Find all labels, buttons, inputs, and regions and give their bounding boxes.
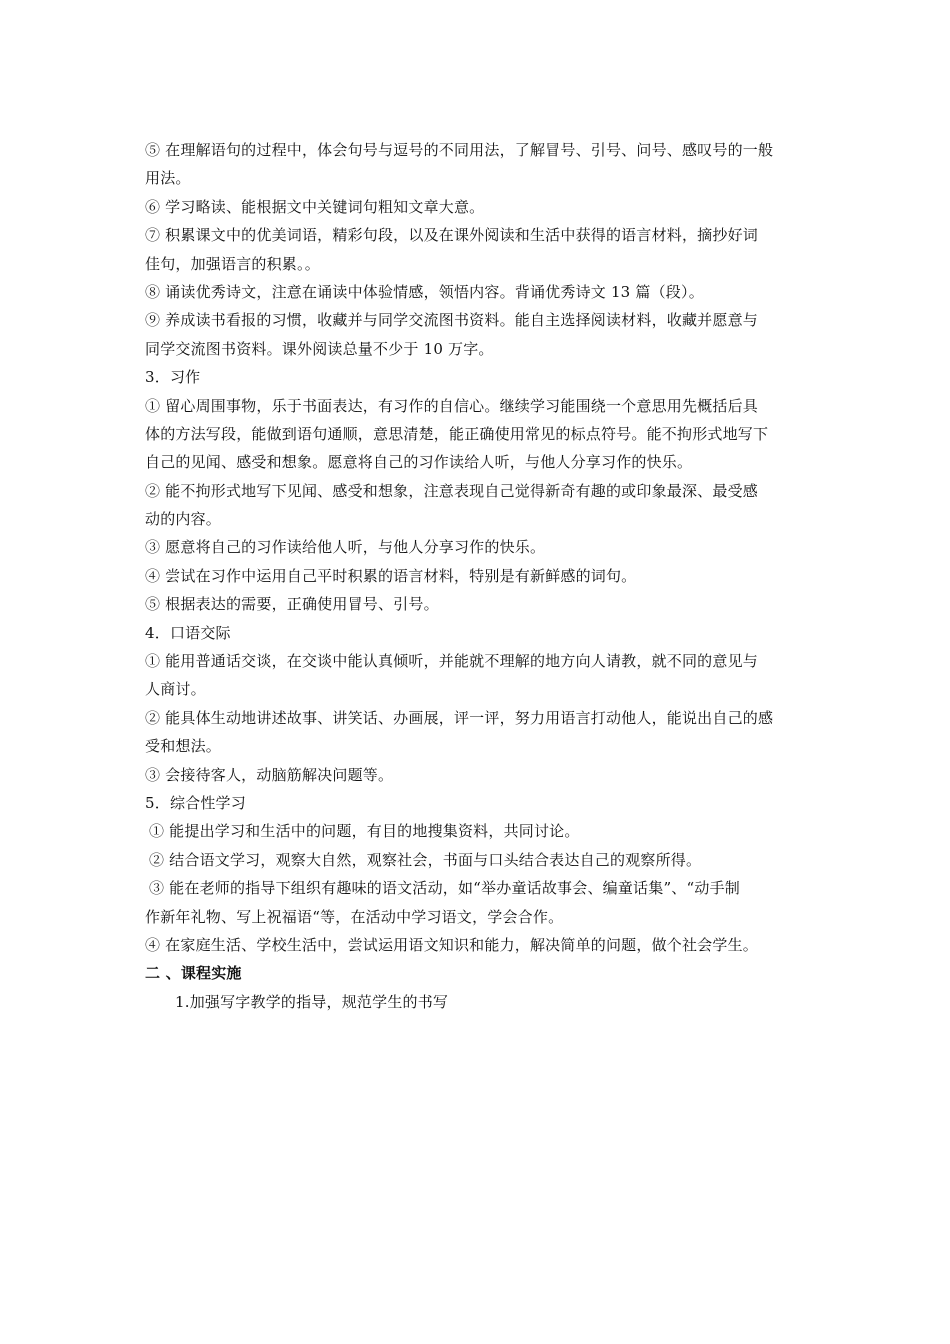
text-line-14: 动的内容。 <box>145 510 222 529</box>
text-line-7: ⑨ 养成读书看报的习惯，收藏并与同学交流图书资料。能自主选择阅读材料，收藏并愿意与 <box>145 311 758 330</box>
section-heading-writing: 3．习作 <box>145 368 201 387</box>
text-line-5: 佳句，加强语言的积累。。 <box>145 254 320 273</box>
text-line-2: 用法。 <box>145 169 191 188</box>
chapter-heading-implementation: 二 、课程实施 <box>145 964 242 983</box>
text-line-17: ⑤ 根据表达的需要，正确使用冒号、引号。 <box>145 595 439 614</box>
text-line-28: 作新年礼物、写上祝福语“等，在活动中学习语文，学会合作。 <box>145 907 564 926</box>
document-page <box>145 136 815 1016</box>
text-line-1: ⑤ 在理解语句的过程中，体会句号与逗号的不同用法，了解冒号、引号、问号、感叹号的一般 <box>145 141 774 159</box>
text-line-12: 自己的见闻、感受和想象。愿意将自己的习作读给人听，与他人分享习作的快乐。 <box>145 453 693 472</box>
text-line-13: ② 能不拘形式地写下见闻、感受和想象，注意表现自己觉得新奇有趣的或印象最深、最受感 <box>145 481 758 500</box>
text-line-11: 体的方法写段，能做到语句通顺，意思清楚，能正确使用常见的标点符号。能不拘形式地写下 <box>145 424 769 443</box>
text-line-29: ④ 在家庭生活、学校生活中，尝试运用语文知识和能力，解决简单的问题，做个社会学生。 <box>145 935 758 954</box>
text-line-8: 同学交流图书资料。课外阅读总量不少于 10 万字。 <box>145 339 494 358</box>
text-line-22: 受和想法。 <box>145 737 222 756</box>
section-heading-comprehensive: 5．综合性学习 <box>145 793 246 812</box>
text-line-4: ⑦ 积累课文中的优美词语，精彩句段，以及在课外阅读和生活中获得的语言材料，摘抄好词 <box>145 226 758 245</box>
text-line-23: ③ 会接待客人，动脑筋解决问题等。 <box>145 765 394 784</box>
text-line-21: ② 能具体生动地讲述故事、讲笑话、办画展，评一评，努力用语言打动他人，能说出自己的感 <box>145 708 774 727</box>
text-line-16: ④ 尝试在习作中运用自己平时积累的语言材料，特别是有新鲜感的词句。 <box>145 566 637 585</box>
text-line-26: ② 结合语文学习，观察大自然，观察社会，书面与口头结合表达自己的观察所得。 <box>149 850 702 869</box>
text-line-27: ③ 能在老师的指导下组织有趣味的语文活动，如“举办童话故事会、编童话集”、“动手制 <box>149 879 740 898</box>
text-line-19: ① 能用普通话交谈，在交谈中能认真倾听，并能就不理解的地方向人请教，就不同的意见与 <box>145 652 758 671</box>
section-heading-oral: 4．口语交际 <box>145 623 231 642</box>
text-line-20: 人商讨。 <box>145 680 206 699</box>
text-line-31: 1.加强写字教学的指导，规范学生的书写 <box>175 992 449 1011</box>
text-line-3: ⑥ 学习略读、能根据文中关键词句粗知文章大意。 <box>145 197 485 216</box>
text-line-15: ③ 愿意将自己的习作读给他人听，与他人分享习作的快乐。 <box>145 538 546 557</box>
text-line-6: ⑧ 诵读优秀诗文，注意在诵读中体验情感，领悟内容。背诵优秀诗文 13 篇（段）。 <box>145 282 704 301</box>
text-line-10: ① 留心周围事物，乐于书面表达，有习作的自信心。继续学习能围绕一个意思用先概括后具 <box>145 396 758 415</box>
text-line-25: ① 能提出学习和生活中的问题，有目的地搜集资料，共同讨论。 <box>149 822 580 841</box>
